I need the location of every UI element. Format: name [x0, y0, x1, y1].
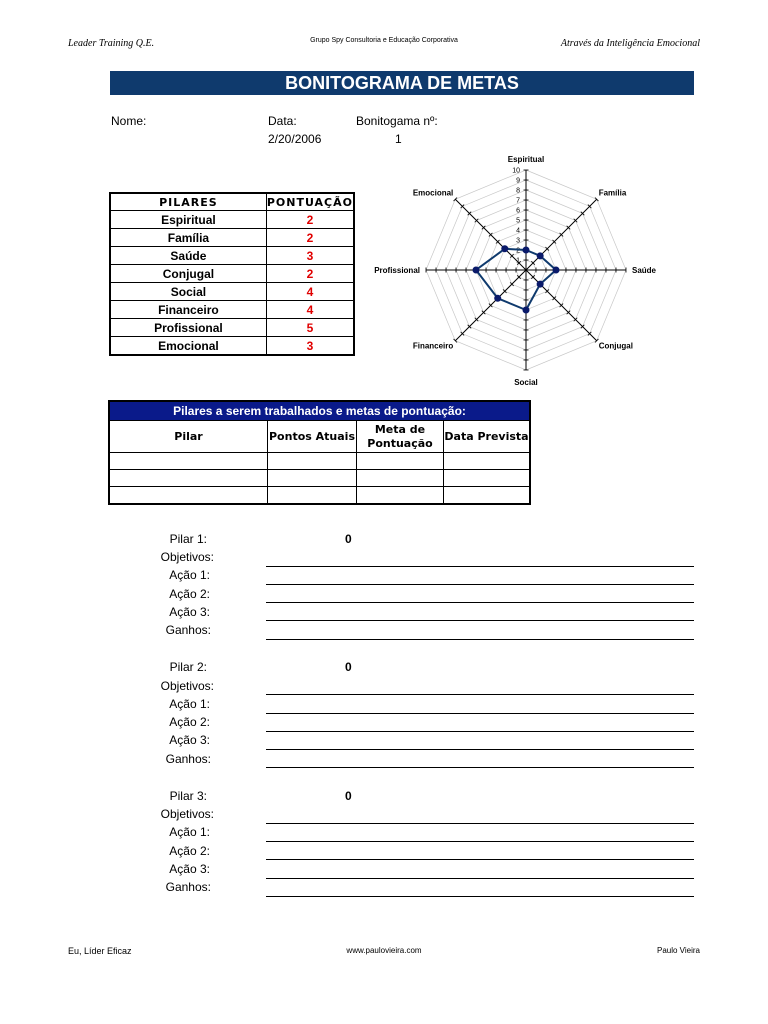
- pillar-label: Pilar 1:: [169, 532, 207, 546]
- write-line[interactable]: [266, 878, 694, 879]
- acao2-label: Ação 2:: [169, 844, 210, 858]
- footer-left-text: Eu, Líder Eficaz: [68, 946, 132, 956]
- axis-label: Conjugal: [598, 341, 633, 351]
- write-line[interactable]: [266, 767, 694, 768]
- table-row: [110, 283, 354, 301]
- pillar-name: Conjugal: [110, 265, 266, 283]
- plan-cell[interactable]: [357, 487, 444, 505]
- tick-label: 9: [516, 177, 520, 185]
- pillar-name: Saúde: [110, 247, 266, 265]
- data-point: [501, 245, 508, 252]
- number-label: Bonitogama nº:: [356, 114, 438, 128]
- table-row: [110, 247, 354, 265]
- plan-cell[interactable]: [109, 453, 268, 470]
- plan-cell[interactable]: [109, 487, 268, 505]
- pillar-score: 3: [266, 247, 354, 265]
- ganhos-label: Ganhos:: [165, 752, 211, 766]
- header-center-text: Grupo Spy Consultoria e Educação Corporativa: [310, 37, 458, 44]
- write-line[interactable]: [266, 731, 694, 732]
- pillar-label: Pilar 2:: [169, 660, 207, 674]
- pillar-label: Pilar 3:: [169, 789, 207, 803]
- acao2-label: Ação 2:: [169, 715, 210, 729]
- write-line[interactable]: [266, 602, 694, 603]
- data-point: [473, 267, 480, 274]
- plan-cell[interactable]: [268, 487, 357, 505]
- objetivos-label: Objetivos:: [160, 679, 214, 693]
- acao1-label: Ação 1:: [169, 697, 210, 711]
- tick-label: 5: [516, 217, 520, 225]
- number-value: 1: [395, 132, 402, 146]
- data-point: [537, 252, 544, 259]
- plan-cell[interactable]: [268, 453, 357, 470]
- data-point: [537, 281, 544, 288]
- pillar-score: 2: [266, 229, 354, 247]
- plan-cell[interactable]: [444, 453, 531, 470]
- pillar-score: 2: [266, 265, 354, 283]
- table-row: [110, 337, 354, 356]
- axis-label: Social: [514, 378, 538, 387]
- footer-right-text: Paulo Vieira: [657, 946, 700, 955]
- header-left-text: Leader Training Q.E.: [68, 38, 155, 49]
- axis-label: Emocional: [412, 188, 454, 198]
- pillar-score: 4: [266, 283, 354, 301]
- axis-label: Profissional: [374, 266, 420, 275]
- plan-caption: Pilares a serem trabalhados e metas de pontuação:: [109, 401, 530, 421]
- axis-label: Espiritual: [507, 155, 545, 164]
- write-line[interactable]: [266, 620, 694, 621]
- write-line[interactable]: [266, 896, 694, 897]
- table-row: [109, 487, 530, 505]
- plan-header-current: Pontos Atuais: [268, 421, 357, 453]
- pillar-score: 2: [266, 211, 354, 229]
- pillar-name: Social: [110, 283, 266, 301]
- acao1-label: Ação 1:: [169, 568, 210, 582]
- plan-cell[interactable]: [444, 487, 531, 505]
- table-row: [110, 229, 354, 247]
- objetivos-label: Objetivos:: [160, 807, 214, 821]
- pillar-value: 0: [345, 532, 352, 546]
- plan-cell[interactable]: [357, 470, 444, 487]
- acao1-label: Ação 1:: [169, 825, 210, 839]
- write-line[interactable]: [266, 749, 694, 750]
- page-title: BONITOGRAMA DE METAS: [110, 71, 694, 95]
- write-line[interactable]: [266, 823, 694, 824]
- tick-label: 7: [516, 197, 520, 205]
- table-row: [110, 301, 354, 319]
- write-line[interactable]: [266, 713, 694, 714]
- plan-cell[interactable]: [444, 470, 531, 487]
- header-right-text: Através da Inteligência Emocional: [560, 38, 700, 49]
- write-line[interactable]: [266, 584, 694, 585]
- pillar-value: 0: [345, 660, 352, 674]
- table-row: [109, 470, 530, 487]
- pillars-header-name: PILARES: [110, 193, 266, 211]
- footer-center-text: www.paulovieira.com: [346, 946, 422, 955]
- pillar-score: 5: [266, 319, 354, 337]
- write-line[interactable]: [266, 859, 694, 860]
- tick-label: 1: [516, 257, 520, 265]
- date-label: Data:: [268, 114, 297, 128]
- pillar-name: Profissional: [110, 319, 266, 337]
- pillar-score: 3: [266, 337, 354, 356]
- pillars-table: [109, 192, 355, 356]
- pillars-header-score: PONTUAÇÃO: [266, 193, 354, 211]
- write-line[interactable]: [266, 841, 694, 842]
- data-point: [523, 307, 530, 314]
- tick-label: 4: [516, 227, 520, 235]
- ganhos-label: Ganhos:: [165, 880, 211, 894]
- axis-label: Saúde: [632, 266, 657, 275]
- pillar-name: Emocional: [110, 337, 266, 356]
- tick-label: 3: [516, 237, 520, 245]
- plan-cell[interactable]: [109, 470, 268, 487]
- table-row: [110, 319, 354, 337]
- axis-label: Família: [598, 188, 627, 198]
- table-row: [110, 265, 354, 283]
- acao3-label: Ação 3:: [169, 862, 210, 876]
- data-point: [494, 295, 501, 302]
- pillar-value: 0: [345, 789, 352, 803]
- axis-label: Financeiro: [412, 341, 454, 351]
- data-point: [553, 267, 560, 274]
- plan-cell[interactable]: [357, 453, 444, 470]
- pillar-name: Financeiro: [110, 301, 266, 319]
- ganhos-label: Ganhos:: [165, 623, 211, 637]
- plan-table: [108, 400, 531, 505]
- tick-label: 8: [516, 187, 520, 195]
- objetivos-label: Objetivos:: [160, 550, 214, 564]
- pillar-name: Espiritual: [110, 211, 266, 229]
- plan-cell[interactable]: [268, 470, 357, 487]
- pillar-name: Família: [110, 229, 266, 247]
- data-point: [523, 247, 530, 254]
- radar-chart: [360, 150, 690, 395]
- acao3-label: Ação 3:: [169, 605, 210, 619]
- date-value: 2/20/2006: [268, 132, 322, 146]
- table-row: [109, 453, 530, 470]
- write-line[interactable]: [266, 694, 694, 695]
- acao3-label: Ação 3:: [169, 733, 210, 747]
- tick-label: 6: [516, 207, 520, 215]
- plan-header-pilar: Pilar: [109, 421, 268, 453]
- write-line[interactable]: [266, 639, 694, 640]
- name-label: Nome:: [111, 114, 147, 128]
- tick-label: 10: [512, 167, 520, 175]
- table-row: [110, 211, 354, 229]
- tick-label: 2: [516, 247, 520, 255]
- acao2-label: Ação 2:: [169, 587, 210, 601]
- write-line[interactable]: [266, 566, 694, 567]
- plan-header-date: Data Prevista: [444, 421, 531, 453]
- plan-header-goal: Meta de Pontuação: [357, 421, 444, 453]
- pillar-score: 4: [266, 301, 354, 319]
